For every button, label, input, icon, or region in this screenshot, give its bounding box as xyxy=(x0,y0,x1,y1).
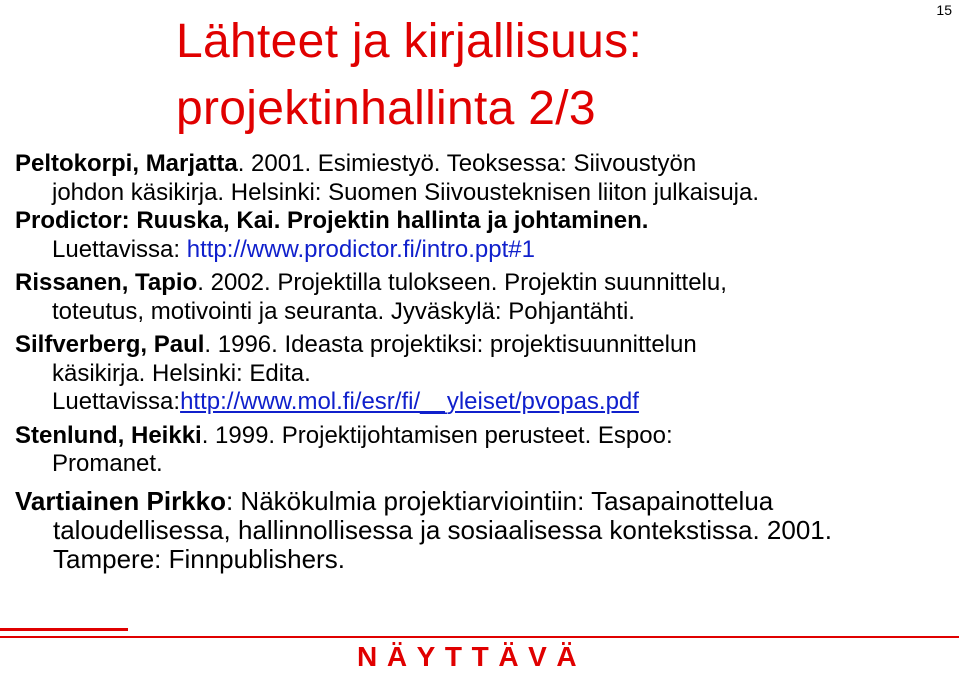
footer-accent-bar xyxy=(0,628,128,631)
reference-list xyxy=(15,150,950,574)
reference-author: Rissanen, Tapio xyxy=(15,269,198,296)
reference-author: Peltokorpi, Marjatta xyxy=(15,150,238,177)
page-number: 15 xyxy=(936,2,952,18)
reference-silfverberg xyxy=(15,331,950,417)
reference-text: käsikirja. Helsinki: Edita. xyxy=(52,359,311,387)
reference-prodictor xyxy=(15,207,950,264)
slide-title xyxy=(176,8,896,142)
footer-divider xyxy=(0,636,959,638)
slide-title-line-1: Lähteet ja kirjallisuus: xyxy=(176,15,643,68)
reference-text: Promanet. xyxy=(52,450,163,477)
reference-text: Tampere: Finnpublishers. xyxy=(53,543,345,574)
reference-text: Luettavissa: xyxy=(52,388,181,415)
pvopas-pdf-link[interactable]: http://www.mol.fi/esr/fi/__yleiset/pvopas.pdf xyxy=(180,388,639,415)
reference-vartiainen xyxy=(15,487,950,574)
reference-text: toteutus, motivointi ja seuranta. Jyväskylä: Pohjantähti. xyxy=(52,297,635,325)
footer-brand: NÄYTTÄVÄ xyxy=(357,641,587,672)
reference-text: Luettavissa: xyxy=(52,235,187,263)
reference-text: . 1999. Projektijohtamisen perusteet. Espoo: xyxy=(201,421,673,449)
reference-text: taloudellisessa, hallinnollisessa ja sosiaalisessa kontekstissa. 2001. xyxy=(53,514,832,545)
reference-author: Stenlund, Heikki xyxy=(15,421,202,449)
prodictor-link[interactable]: http://www.prodictor.fi/intro.ppt#1 xyxy=(186,235,535,263)
reference-text: : Näkökulmia projektiarviointiin: Tasapainottelua xyxy=(225,485,774,516)
reference-author: Silfverberg, Paul xyxy=(15,331,205,358)
reference-author: Vartiainen Pirkko xyxy=(15,485,226,516)
reference-text: . 2001. Esimiestyö. Teoksessa: Siivoustyön xyxy=(237,150,697,177)
reference-text: . 1996. Ideasta projektiksi: projektisuunnittelun xyxy=(204,331,697,358)
slide-title-line-2: projektinhallinta 2/3 xyxy=(176,82,596,135)
reference-text: . 2002. Projektilla tulokseen. Projektin suunnittelu, xyxy=(197,269,727,296)
reference-peltokorpi xyxy=(15,150,950,207)
reference-rissanen xyxy=(15,269,950,326)
reference-text: johdon käsikirja. Helsinki: Suomen Siivousteknisen liiton julkaisuja. xyxy=(52,178,760,206)
reference-stenlund xyxy=(15,422,950,479)
reference-author: Prodictor: Ruuska, Kai. Projektin hallinta ja johtaminen. xyxy=(15,207,649,234)
